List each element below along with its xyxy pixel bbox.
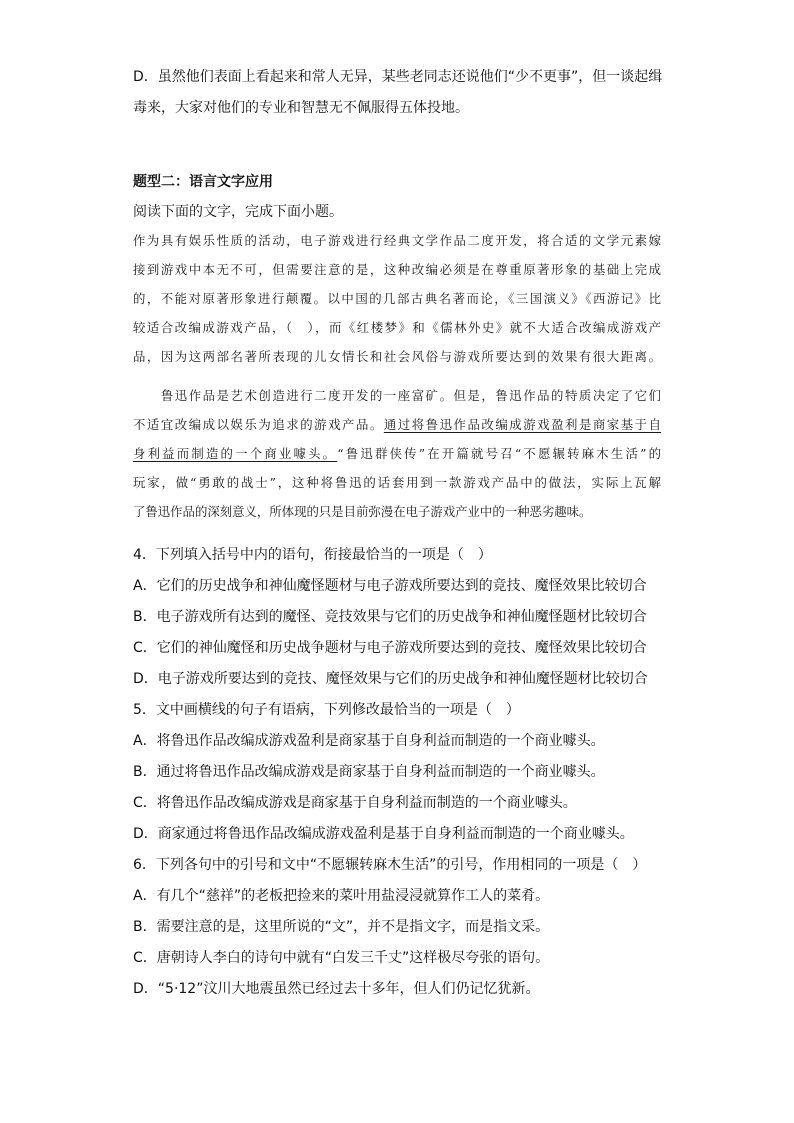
prev-option-d-line1: D．虽然他们表面上看起来和常人无异，某些老同志还说他们“少不更事”，但一谈起缉 [133, 69, 663, 85]
prev-option-d-line2: 毒来，大家对他们的专业和智慧无不佩服得五体投地。 [133, 100, 469, 116]
passage-p2-line3 [133, 445, 661, 463]
question-6-stem: 6．下列各句中的引号和文中“不愿辗转麻木生活”的引号，作用相同的一项是（ ） [133, 857, 647, 873]
question-4-stem: 4．下列填入括号中内的语句，衔接最恰当的一项是（ ） [133, 547, 492, 563]
question-4-option-a: A．它们的历史战争和神仙魔怪题材与电子游戏所要达到的竞技、魔怪效果比较切合 [133, 578, 647, 594]
question-5-option-d: D．商家通过将鲁迅作品改编成游戏盈利是基于自身利益而制造的一个商业噱头。 [133, 826, 634, 842]
underlined-sentence-part2: 身利益而制造的一个商业噱头。 [133, 446, 338, 461]
underlined-sentence-part1: 通过将鲁迅作品改编成游戏盈利是商家基于自 [383, 417, 662, 432]
passage-p1-line5: 品，因为这两部名著所表现的儿女情长和社会风俗与游戏所要达到的效果有很大距离。 [133, 349, 661, 364]
reading-passage [133, 232, 661, 532]
question-4-option-c: C．它们的神仙魔怪和历史战争题材与电子游戏所要达到的竞技、魔怪效果比较切合 [133, 640, 647, 656]
question-6-option-d: D．“5·12”汶川大地震虽然已经过去十多年，但人们仍记忆犹新。 [133, 981, 540, 997]
question-6-option-c: C．唐朝诗人李白的诗句中就有“白发三千丈”这样极尽夸张的语句。 [133, 950, 550, 966]
question-4-option-d: D．电子游戏所要达到的竞技、魔怪效果与它们的历史战争和神仙魔怪题材比较切合 [133, 671, 648, 687]
question-5-option-b: B．通过将鲁迅作品改编成游戏是商家基于自身利益而制造的一个商业噱头。 [133, 764, 605, 780]
passage-p1-line1: 作为具有娱乐性质的活动，电子游戏进行经典文学作品二度开发，将合适的文学元素嫁 [133, 233, 661, 248]
passage-p1-line3: 的，不能对原著形象进行颠覆。以中国的几部古典名著而论，《三国演义》《西游记》比 [133, 291, 661, 306]
question-5-stem: 5．文中画横线的句子有语病，下列修改最恰当的一项是（ ） [133, 702, 520, 718]
passage-p2-line2 [133, 416, 661, 434]
passage-p1-line2: 接到游戏中本无不可，但需要注意的是，这种改编必须是在尊重原著形象的基础上完成 [133, 262, 661, 277]
question-6-option-b: B．需要注意的是，这里所说的“文”，并不是指文字，而是指文采。 [133, 919, 550, 935]
question-4-option-b: B．电子游戏所有达到的魔怪、竞技效果与它们的历史战争和神仙魔怪题材比较切合 [133, 609, 647, 625]
passage-p2-line2-text: 不适宜改编成以娱乐为追求的游戏产品。 [133, 417, 384, 432]
passage-p1-line4: 较适合改编成游戏产品，（ ），而《红楼梦》和《儒林外史》就不大适合改编成游戏产 [133, 320, 661, 335]
section-title: 题型二：语言文字应用 [133, 174, 273, 190]
question-6-option-a: A．有几个“慈祥”的老板把捡来的菜叶用盐浸浸就算作工人的菜肴。 [133, 888, 550, 904]
passage-p2-line1: 鲁迅作品是艺术创造进行二度开发的一座富矿。但是，鲁迅作品的特质决定了它们 [133, 388, 661, 403]
section-instruction: 阅读下面的文字，完成下面小题。 [133, 204, 343, 220]
question-5-option-c: C．将鲁迅作品改编成游戏是商家基于自身利益而制造的一个商业噱头。 [133, 795, 577, 811]
passage-p2-line5: 了鲁迅作品的深刻意义，所体现的只是目前弥漫在电子游戏产业中的一种恶劣趣味。 [133, 504, 592, 519]
passage-p2-line4: 玩家，做“勇敢的战士”，这种将鲁迅的话套用到一款游戏产品中的做法，实际上瓦解 [133, 475, 661, 490]
question-5-option-a: A．将鲁迅作品改编成游戏盈利是商家基于自身利益而制造的一个商业噱头。 [133, 733, 605, 749]
passage-p2-line3-text: “鲁迅群侠传”在开篇就号召“不愿辗转麻木生活”的 [337, 446, 662, 461]
